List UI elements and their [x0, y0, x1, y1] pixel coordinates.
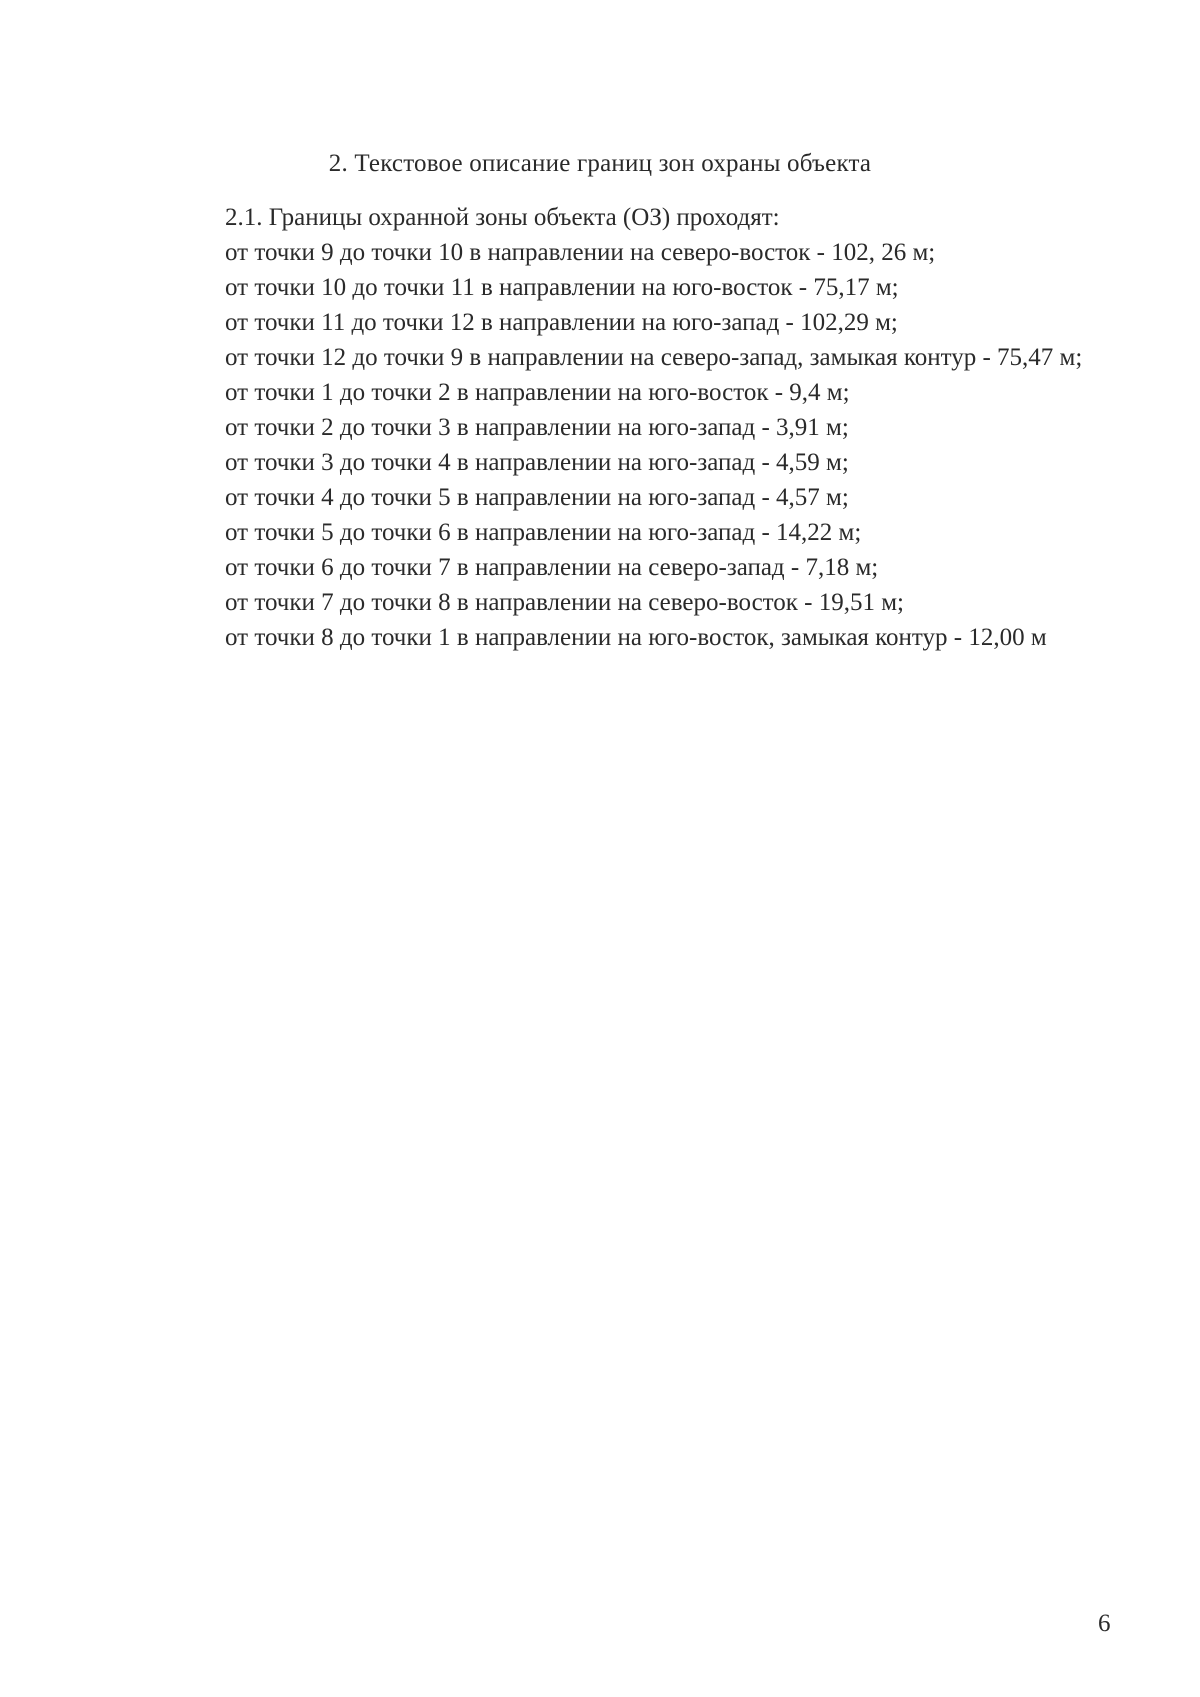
boundary-segment: от точки 10 до точки 11 в направлении на юго-восток - 75,17 м; — [225, 274, 899, 301]
boundary-segment: от точки 12 до точки 9 в направлении на северо-запад, замыкая контур - 75,47 м; — [225, 344, 1083, 371]
boundary-segment: от точки 6 до точки 7 в направлении на северо-запад - 7,18 м; — [225, 554, 879, 581]
page-number: 6 — [1098, 1610, 1111, 1637]
boundary-segment: от точки 5 до точки 6 в направлении на юго-запад - 14,22 м; — [225, 519, 862, 546]
section-heading: 2. Текстовое описание границ зон охраны объекта — [328, 150, 872, 177]
boundary-segment: от точки 7 до точки 8 в направлении на северо-восток - 19,51 м; — [225, 589, 905, 616]
boundary-segment: от точки 1 до точки 2 в направлении на юго-восток - 9,4 м; — [225, 379, 850, 406]
boundary-segment: от точки 2 до точки 3 в направлении на юго-запад - 3,91 м; — [225, 414, 849, 441]
boundary-segment: от точки 4 до точки 5 в направлении на юго-запад - 4,57 м; — [225, 484, 849, 511]
section-body — [160, 200, 1100, 655]
boundary-segment: от точки 8 до точки 1 в направлении на юго-восток, замыкая контур - 12,00 м — [225, 624, 1047, 651]
boundary-segment: от точки 3 до точки 4 в направлении на юго-запад - 4,59 м; — [225, 449, 849, 476]
boundary-segment: от точки 9 до точки 10 в направлении на северо-восток - 102, 26 м; — [225, 239, 936, 266]
boundary-segment: от точки 11 до точки 12 в направлении на юго-запад - 102,29 м; — [225, 309, 898, 336]
intro-paragraph: 2.1. Границы охранной зоны объекта (ОЗ) проходят: — [225, 204, 780, 231]
